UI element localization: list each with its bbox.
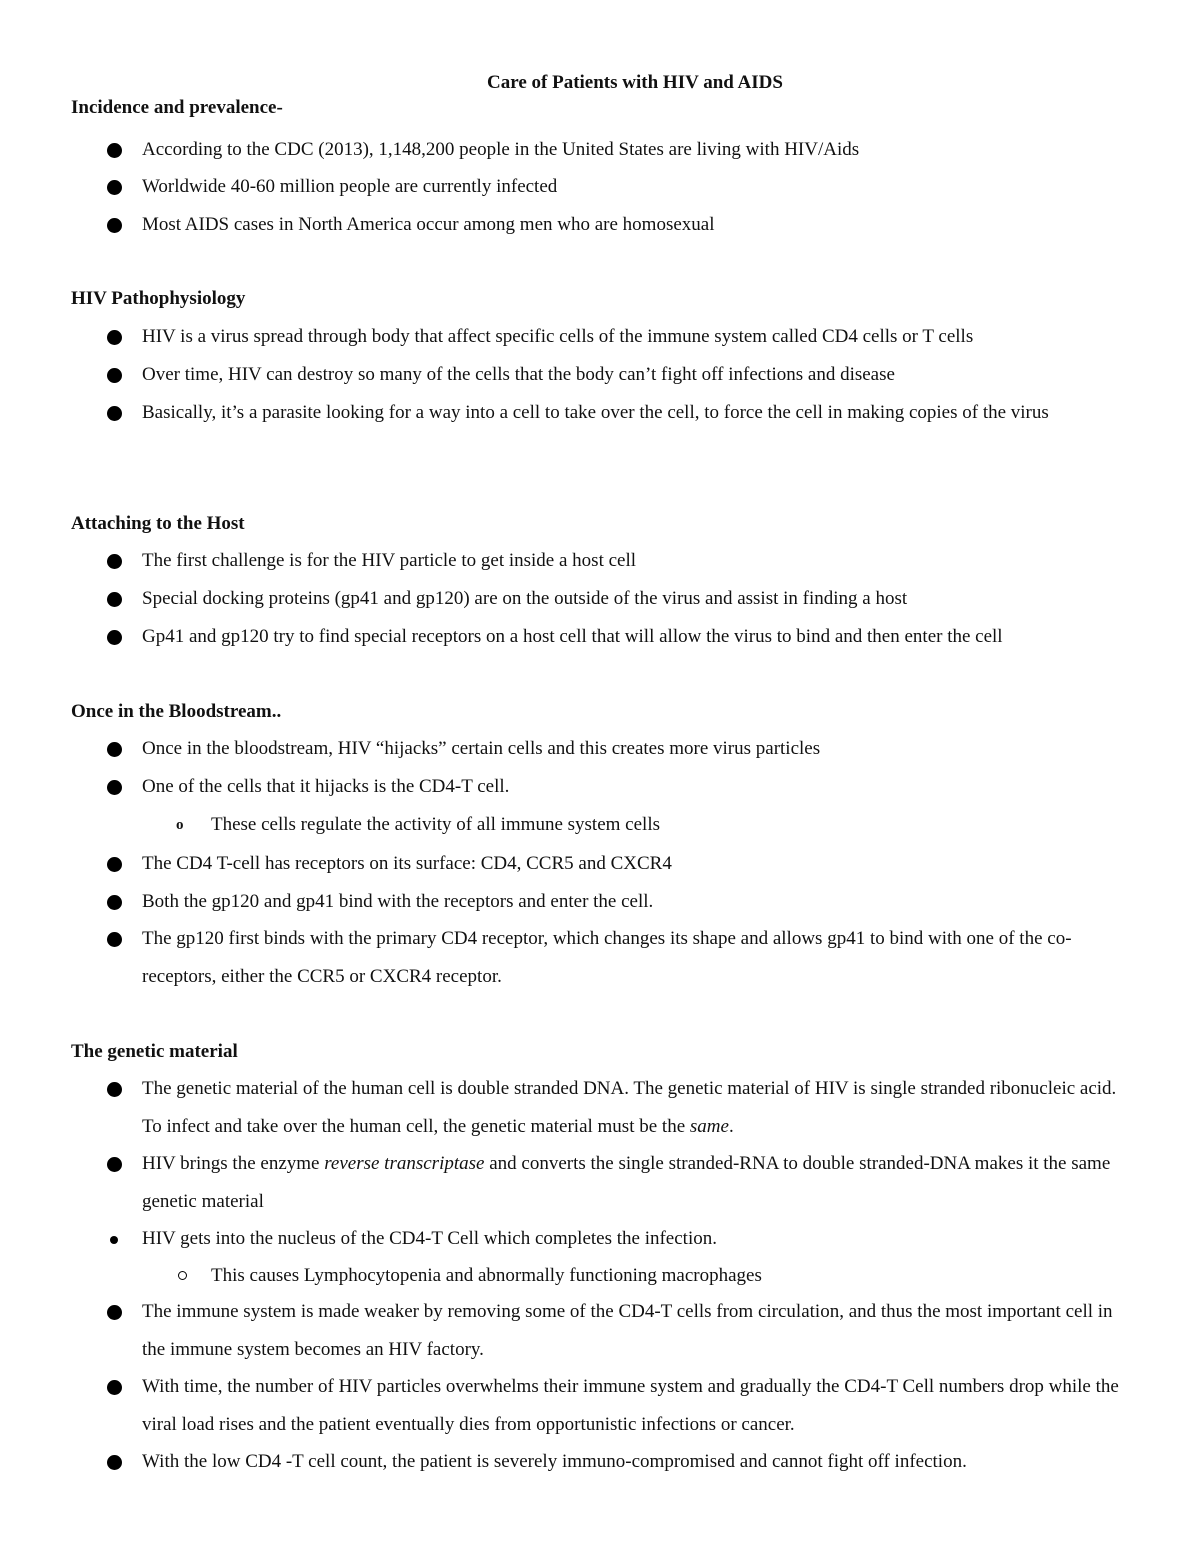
hollow-bullet-icon (178, 1271, 187, 1280)
list-item: Both the gp120 and gp41 bind with the receptors and enter the cell. (107, 883, 1127, 921)
list-item: Basically, it’s a parasite looking for a way into a cell to take over the cell, to force the cell in making copies of the virus (107, 394, 1127, 432)
sub-list-item: o These cells regulate the activity of all immune system cells (176, 806, 1126, 844)
section-heading-incidence: Incidence and prevalence- (71, 97, 283, 118)
bullet-icon (107, 742, 122, 757)
bullet-icon (107, 180, 122, 195)
bullet-icon (107, 1380, 122, 1395)
bullet-icon (107, 1455, 122, 1470)
list-item: HIV brings the enzyme reverse transcriptase and converts the single stranded-RNA to double stranded-DNA makes it the same genetic material (107, 1145, 1127, 1221)
list-item: Gp41 and gp120 try to find special receptors on a host cell that will allow the virus to bind and then enter the cell (107, 618, 1127, 656)
list-item: According to the CDC (2013), 1,148,200 people in the United States are living with HIV/Aids (107, 131, 1127, 169)
list-item: Once in the bloodstream, HIV “hijacks” certain cells and this creates more virus particles (107, 730, 1127, 768)
list-item: Special docking proteins (gp41 and gp120) are on the outside of the virus and assist in finding a host (107, 580, 1127, 618)
bullet-icon (107, 857, 122, 872)
section-heading-genetic-material: The genetic material (71, 1041, 238, 1062)
bullet-icon (107, 780, 122, 795)
section-heading-bloodstream: Once in the Bloodstream.. (71, 701, 282, 722)
list-item: The first challenge is for the HIV particle to get inside a host cell (107, 542, 1127, 580)
section-heading-attaching: Attaching to the Host (71, 513, 245, 534)
document-title: Care of Patients with HIV and AIDS (487, 72, 783, 93)
list-item: Over time, HIV can destroy so many of the cells that the body can’t fight off infections and disease (107, 356, 1127, 394)
list-item: With the low CD4 -T cell count, the patient is severely immuno-compromised and cannot fight off infection. (107, 1443, 1127, 1481)
bullet-icon (107, 330, 122, 345)
section-heading-pathophysiology: HIV Pathophysiology (71, 288, 246, 309)
bullet-icon (107, 1305, 122, 1320)
bullet-icon (107, 1082, 122, 1097)
list-item: The CD4 T-cell has receptors on its surface: CD4, CCR5 and CXCR4 (107, 845, 1127, 883)
bullet-icon (107, 1157, 122, 1172)
list-item: HIV is a virus spread through body that affect specific cells of the immune system called CD4 cells or T cells (107, 318, 1127, 356)
list-item: Most AIDS cases in North America occur among men who are homosexual (107, 206, 1127, 244)
bullet-icon (107, 554, 122, 569)
list-item: With time, the number of HIV particles overwhelms their immune system and gradually the CD4-T Cell numbers drop while the viral load rises and the patient eventually dies from opportunistic infections or cancer. (107, 1368, 1127, 1444)
bullet-icon (110, 1236, 118, 1244)
list-item: HIV gets into the nucleus of the CD4-T Cell which completes the infection. (107, 1220, 1127, 1258)
list-item: Worldwide 40-60 million people are currently infected (107, 168, 1127, 206)
sub-list-item: This causes Lymphocytopenia and abnormally functioning macrophages (176, 1257, 1126, 1295)
bullet-icon (107, 406, 122, 421)
bullet-icon (107, 932, 122, 947)
list-item: The gp120 first binds with the primary CD4 receptor, which changes its shape and allows gp41 to bind with one of the co-receptors, either the CCR5 or CXCR4 receptor. (107, 920, 1127, 996)
bullet-icon (107, 218, 122, 233)
list-item: The immune system is made weaker by removing some of the CD4-T cells from circulation, and thus the most important cell in the immune system becomes an HIV factory. (107, 1293, 1127, 1369)
list-item: One of the cells that it hijacks is the CD4-T cell. (107, 768, 1127, 806)
list-item: The genetic material of the human cell is double stranded DNA. The genetic material of HIV is single stranded ribonucleic acid. To infect and take over the human cell, the genetic material must be the same. (107, 1070, 1127, 1146)
sub-bullet-icon: o (176, 817, 184, 833)
bullet-icon (107, 143, 122, 158)
bullet-icon (107, 630, 122, 645)
bullet-icon (107, 895, 122, 910)
bullet-icon (107, 592, 122, 607)
bullet-icon (107, 368, 122, 383)
